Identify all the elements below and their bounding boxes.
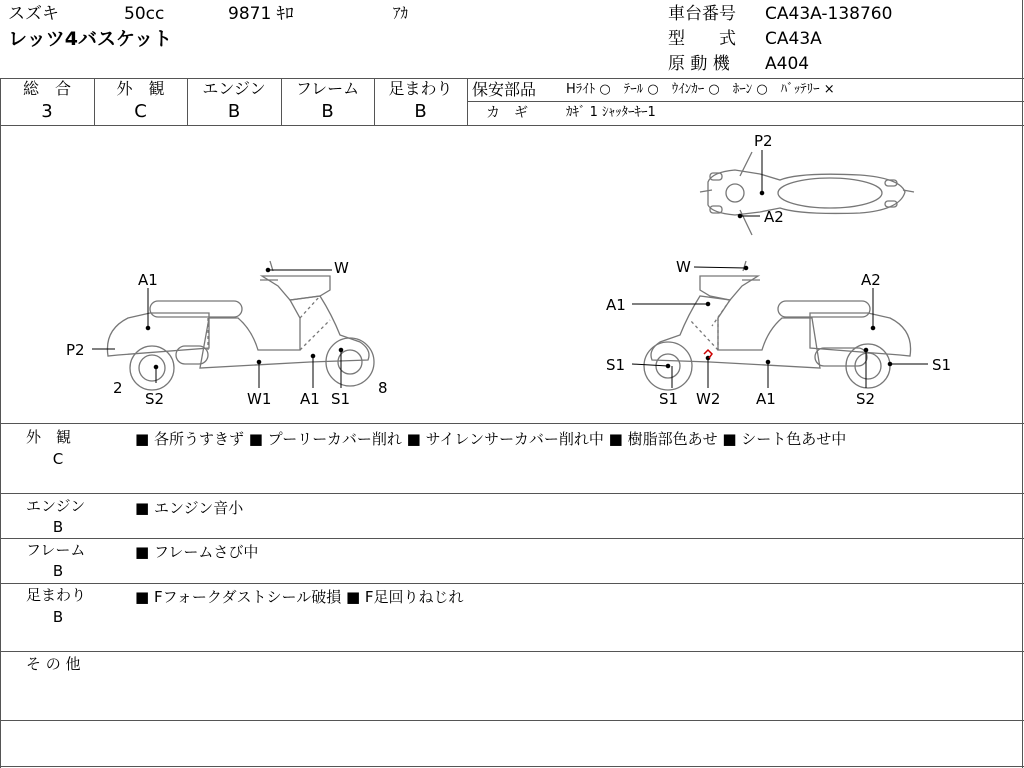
score-value-exterior: C [134,101,147,122]
divider [0,538,1024,539]
note-label-suspension: 足まわり [26,586,87,604]
note-grade-exterior: C [52,450,64,468]
diagram-label: W [676,258,691,276]
diagram-label: S1 [606,356,626,374]
scooter-top-view [700,152,914,235]
diagram-label: 2 [113,379,123,397]
note-label-exterior: 外 観 [26,428,72,446]
diagram-label: A2 [764,208,784,226]
key-value: ｶｷﾞ 1 ｼｬｯﾀｰｷｰ1 [566,105,656,120]
engine-type-value: A404 [765,54,810,74]
diagram-label: A1 [756,390,776,408]
model-type-value: CA43A [765,29,822,49]
diagram-label: A1 [606,296,626,314]
maker: スズキ [8,4,59,24]
score-value-suspension: B [414,101,427,122]
diagram-label: A1 [138,271,158,289]
safety-parts-items: Hﾗｲﾄ ○ ﾃｰﾙ ○ ｳｲﾝｶｰ ○ ﾎｰﾝ ○ ﾊﾞｯﾃﾘｰ × [566,82,835,97]
scooter-damage-diagram [0,126,1024,423]
key-label: カ ギ [486,105,528,121]
score-label-engine: エンジン [202,79,266,98]
divider [0,720,1024,721]
diagram-label: A2 [861,271,881,289]
score-value-engine: B [227,101,241,122]
frame-number-value: CA43A-138760 [765,4,893,24]
model-type-label: 型 式 [668,29,736,49]
divider [0,651,1024,652]
score-label-overall: 総 合 [22,79,71,98]
divider [0,766,1024,767]
engine-type-label: 原 動 機 [668,54,730,74]
note-text-exterior: ■ 各所うすきず ■ プーリーカバー削れ ■ サイレンサーカバー削れ中 ■ 樹脂部色あせ ■ シート色あせ中 [135,430,847,448]
diagram-label: S2 [145,390,165,408]
divider [468,101,1024,102]
divider [0,583,1024,584]
diagram-label: W2 [696,390,721,408]
score-label-frame: フレーム [295,79,360,98]
divider [467,78,468,125]
diagram-label: P2 [66,341,85,359]
score-value-overall: 3 [41,101,53,122]
note-grade-engine: B [52,518,64,536]
divider [0,423,1024,424]
safety-parts-label: 保安部品 [472,80,537,99]
diagram-label: P2 [754,132,773,150]
diagram-label: S1 [331,390,351,408]
note-text-engine: ■ エンジン音小 [135,499,244,517]
diagram-label: S1 [932,356,952,374]
diagram-label: A1 [300,390,320,408]
note-text-suspension: ■ Fフォークダストシール破損 ■ F足回りねじれ [135,588,464,606]
frame-number-label: 車台番号 [668,4,736,24]
score-value-frame: B [321,101,334,122]
diagram-label: S1 [659,390,679,408]
mileage: 9871 ｷﾛ [228,4,294,24]
note-text-frame: ■ フレームさび中 [135,543,259,561]
model-name: レッツ4バスケット [8,28,173,50]
diagram-label: W1 [247,390,272,408]
note-label-other: そ の 他 [26,655,81,673]
body-color: ｱｶ [393,4,409,22]
score-label-suspension: 足まわり [388,79,453,98]
note-label-engine: エンジン [26,497,86,515]
note-label-frame: フレーム [26,541,86,559]
divider [0,493,1024,494]
score-label-exterior: 外 観 [116,79,165,98]
note-grade-frame: B [52,562,64,580]
diagram-label: W [334,259,349,277]
note-grade-suspension: B [52,608,64,626]
diagram-label: 8 [378,379,388,397]
diagram-label: S2 [856,390,876,408]
displacement: 50cc [124,4,165,24]
